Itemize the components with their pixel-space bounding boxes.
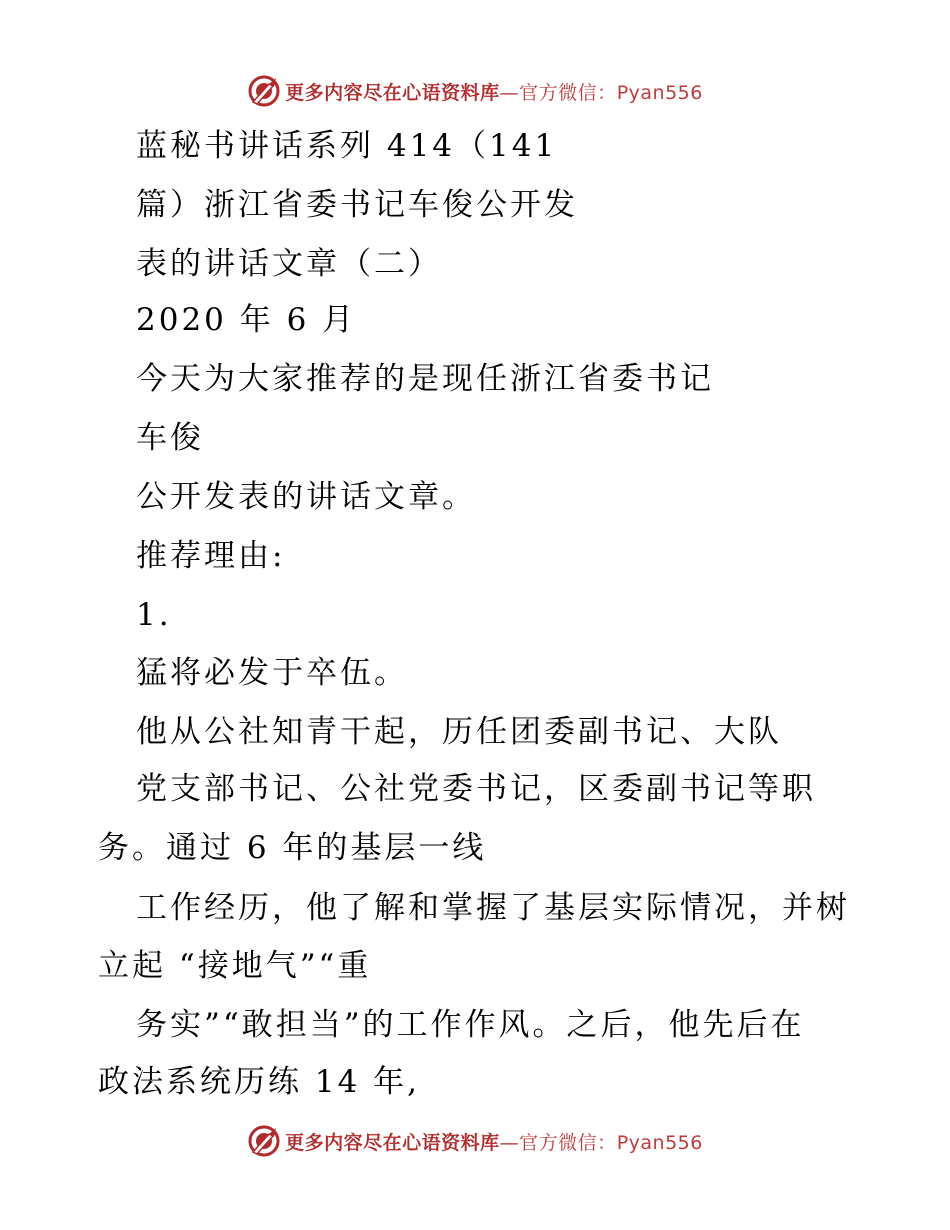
banner-separator: — (499, 81, 520, 104)
banner-wechat-label: 官方微信： (519, 1131, 617, 1154)
date-line: 2020 年 6 月 (136, 302, 357, 338)
paragraph-line: 猛将必发于卒伍。 (136, 655, 408, 691)
paragraph-line: 推荐理由: (136, 538, 286, 574)
paragraph-line: 政法系统历练 14 年, (98, 1064, 421, 1100)
paragraph-line: 务实”“敢担当”的工作作风。之后，他先后在 (136, 1007, 805, 1043)
banner-wechat-id: Pyan556 (616, 81, 703, 104)
paragraph-line: 今天为大家推荐的是现任浙江省委书记 (136, 361, 714, 397)
paragraph-line: 车俊 (136, 420, 204, 456)
paragraph-line: 党支部书记、公社党委书记，区委副书记等职 (136, 771, 816, 807)
quill-pen-seal-icon (247, 74, 281, 108)
paragraph-line: 工作经历，他了解和掌握了基层实际情况，并树 (136, 890, 850, 926)
banner-wechat-id: Pyan556 (616, 1131, 703, 1154)
banner-main-text: 更多内容尽在心语资料库 (285, 81, 500, 104)
banner-main-text: 更多内容尽在心语资料库 (285, 1131, 500, 1154)
top-watermark-banner (0, 71, 950, 111)
quill-pen-seal-icon (247, 1124, 281, 1158)
banner-wechat-label: 官方微信： (519, 81, 617, 104)
paragraph-line: 立起 “接地气”“重 (98, 948, 372, 984)
banner-separator: — (499, 1131, 520, 1154)
bottom-watermark-banner (0, 1121, 950, 1161)
title-line-3: 表的讲话文章（二） (136, 246, 442, 282)
paragraph-line: 他从公社知青干起，历任团委副书记、大队 (136, 714, 782, 750)
paragraph-line: 公开发表的讲话文章。 (136, 479, 476, 515)
title-line-2: 篇）浙江省委书记车俊公开发 (136, 187, 578, 223)
paragraph-line: 务。通过 6 年的基层一线 (98, 830, 487, 866)
list-number: 1. (136, 597, 172, 633)
title-line-1: 蓝秘书讲话系列 414（141 (136, 128, 558, 164)
